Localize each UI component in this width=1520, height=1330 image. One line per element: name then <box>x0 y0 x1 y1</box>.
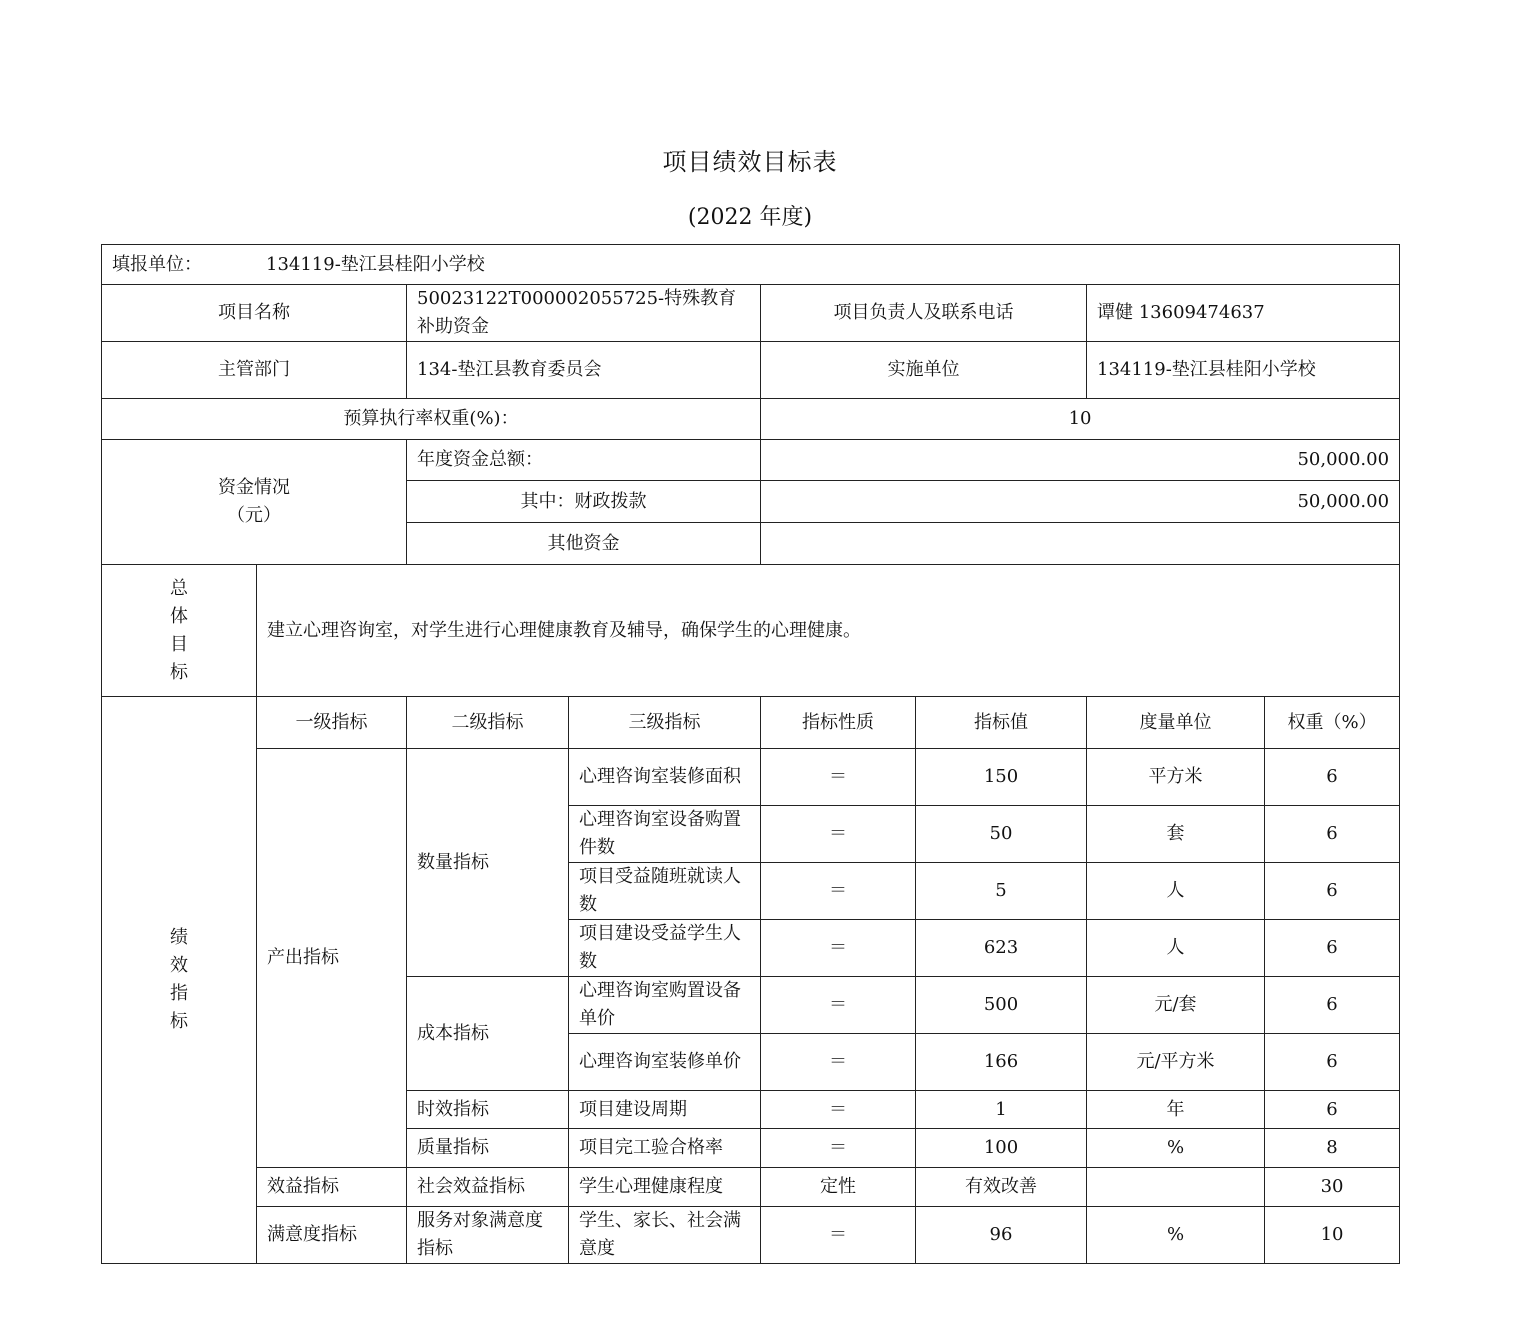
level1-output: 产出指标 <box>257 749 407 1168</box>
budget-rate-row <box>102 399 1400 440</box>
level2-quality: 质量指标 <box>407 1129 569 1168</box>
budget-rate-label: 预算执行率权重(%)： <box>102 399 761 440</box>
indicator-unit: 元/平方米 <box>1087 1034 1265 1091</box>
indicators-label <box>102 697 257 1264</box>
goal-label-char: 总 <box>170 577 188 599</box>
indicator-weight: 6 <box>1265 1034 1400 1091</box>
indicator-unit: 人 <box>1087 863 1265 920</box>
project-name-value: 50023122T000002055725-特殊教育补助资金 <box>407 285 761 342</box>
funds-total-row <box>102 440 1400 481</box>
implementing-unit-value: 134119-垫江县桂阳小学校 <box>1087 342 1400 399</box>
level2-service: 服务对象满意度指标 <box>407 1207 569 1264</box>
funds-label-line2: （元） <box>227 505 281 526</box>
indicator-name: 学生、家长、社会满意度 <box>569 1207 761 1264</box>
indicator-unit: 元/套 <box>1087 977 1265 1034</box>
indicator-unit: % <box>1087 1129 1265 1168</box>
indicators-label-char: 标 <box>170 1011 188 1032</box>
table-row <box>102 1168 1400 1207</box>
indicator-nature: ＝ <box>761 749 916 806</box>
indicator-value: 500 <box>916 977 1087 1034</box>
indicator-value: 96 <box>916 1207 1087 1264</box>
level2-quantity: 数量指标 <box>407 749 569 977</box>
level2-cost: 成本指标 <box>407 977 569 1091</box>
level1-benefit: 效益指标 <box>257 1168 407 1207</box>
department-label: 主管部门 <box>102 342 407 399</box>
overall-goal-row <box>102 565 1400 697</box>
performance-table <box>101 244 1400 1264</box>
project-name-label: 项目名称 <box>102 285 407 342</box>
header-value: 指标值 <box>916 697 1087 749</box>
level2-time: 时效指标 <box>407 1091 569 1129</box>
indicators-label-char: 效 <box>170 955 188 976</box>
indicator-name: 心理咨询室装修面积 <box>569 749 761 806</box>
indicator-unit: % <box>1087 1207 1265 1264</box>
indicator-nature: 定性 <box>761 1168 916 1207</box>
overall-goal-text: 建立心理咨询室，对学生进行心理健康教育及辅导，确保学生的心理健康。 <box>257 565 1400 697</box>
goal-label-char: 目 <box>170 633 188 655</box>
funds-fiscal-label: 其中：财政拨款 <box>407 481 761 523</box>
filing-unit-cell <box>102 245 1400 285</box>
indicator-unit: 套 <box>1087 806 1265 863</box>
project-contact-label: 项目负责人及联系电话 <box>761 285 1087 342</box>
funds-label <box>102 440 407 565</box>
indicator-weight: 30 <box>1265 1168 1400 1207</box>
indicator-weight: 8 <box>1265 1129 1400 1168</box>
project-name-row <box>102 285 1400 342</box>
indicator-value: 有效改善 <box>916 1168 1087 1207</box>
goal-label-char: 标 <box>170 661 188 683</box>
indicators-label-char: 绩 <box>170 927 188 948</box>
indicator-weight: 6 <box>1265 920 1400 977</box>
indicator-weight: 6 <box>1265 977 1400 1034</box>
indicator-name: 学生心理健康程度 <box>569 1168 761 1207</box>
goal-label-char: 体 <box>170 605 188 627</box>
implementing-unit-label: 实施单位 <box>761 342 1087 399</box>
indicator-name: 项目完工验合格率 <box>569 1129 761 1168</box>
indicator-weight: 6 <box>1265 1091 1400 1129</box>
indicator-value: 166 <box>916 1034 1087 1091</box>
indicator-name: 项目建设受益学生人数 <box>569 920 761 977</box>
header-level3: 三级指标 <box>569 697 761 749</box>
indicator-nature: ＝ <box>761 977 916 1034</box>
filing-unit-row <box>102 245 1400 285</box>
budget-rate-value: 10 <box>761 399 1400 440</box>
indicator-unit <box>1087 1168 1265 1207</box>
indicator-nature: ＝ <box>761 1091 916 1129</box>
funds-total-value: 50,000.00 <box>761 440 1400 481</box>
department-value: 134-垫江县教育委员会 <box>407 342 761 399</box>
funds-total-label: 年度资金总额： <box>407 440 761 481</box>
header-nature: 指标性质 <box>761 697 916 749</box>
indicator-value: 100 <box>916 1129 1087 1168</box>
overall-goal-label <box>102 565 257 697</box>
indicators-label-char: 指 <box>170 983 188 1004</box>
indicator-value: 50 <box>916 806 1087 863</box>
funds-label-line1: 资金情况 <box>218 477 290 498</box>
page-subtitle: (2022 年度) <box>687 205 813 230</box>
level1-satisfaction: 满意度指标 <box>257 1207 407 1264</box>
indicator-nature: ＝ <box>761 920 916 977</box>
header-level1: 一级指标 <box>257 697 407 749</box>
indicator-name: 项目受益随班就读人数 <box>569 863 761 920</box>
indicator-header-row <box>102 697 1400 749</box>
indicator-weight: 6 <box>1265 806 1400 863</box>
indicator-value: 150 <box>916 749 1087 806</box>
indicator-value: 1 <box>916 1091 1087 1129</box>
table-row <box>102 1207 1400 1264</box>
indicator-nature: ＝ <box>761 1034 916 1091</box>
level2-social: 社会效益指标 <box>407 1168 569 1207</box>
indicator-nature: ＝ <box>761 863 916 920</box>
indicator-unit: 人 <box>1087 920 1265 977</box>
filing-unit-value: 134119-垫江县桂阳小学校 <box>266 253 485 275</box>
indicator-weight: 6 <box>1265 863 1400 920</box>
indicator-weight: 6 <box>1265 749 1400 806</box>
header-unit: 度量单位 <box>1087 697 1265 749</box>
page-title: 项目绩效目标表 <box>662 148 838 176</box>
funds-fiscal-value: 50,000.00 <box>761 481 1400 523</box>
filing-unit-label: 填报单位： <box>112 253 202 275</box>
table-row <box>102 749 1400 806</box>
indicator-nature: ＝ <box>761 1129 916 1168</box>
department-row <box>102 342 1400 399</box>
funds-other-value <box>761 523 1400 565</box>
indicator-value: 5 <box>916 863 1087 920</box>
indicator-name: 项目建设周期 <box>569 1091 761 1129</box>
funds-other-label: 其他资金 <box>407 523 761 565</box>
indicator-weight: 10 <box>1265 1207 1400 1264</box>
indicator-name: 心理咨询室装修单价 <box>569 1034 761 1091</box>
header-weight: 权重（%） <box>1265 697 1400 749</box>
indicator-name: 心理咨询室购置设备单价 <box>569 977 761 1034</box>
indicator-unit: 平方米 <box>1087 749 1265 806</box>
indicator-nature: ＝ <box>761 1207 916 1264</box>
indicator-nature: ＝ <box>761 806 916 863</box>
indicator-name: 心理咨询室设备购置件数 <box>569 806 761 863</box>
header-level2: 二级指标 <box>407 697 569 749</box>
indicator-unit: 年 <box>1087 1091 1265 1129</box>
project-contact-value: 谭健 13609474637 <box>1087 285 1400 342</box>
indicator-value: 623 <box>916 920 1087 977</box>
